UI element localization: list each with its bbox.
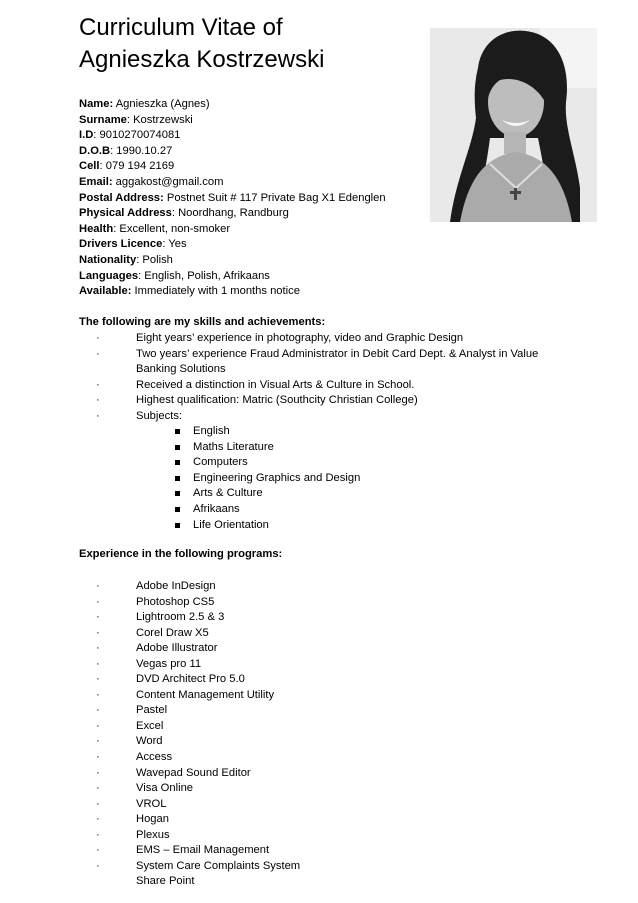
program-text: EMS – Email Management bbox=[136, 844, 270, 857]
program-text: Hogan bbox=[136, 813, 169, 826]
square-bullet-icon bbox=[175, 445, 180, 450]
detail-label: D.O.B bbox=[79, 144, 111, 157]
bullet-dot-icon: · bbox=[96, 611, 100, 624]
detail-label: Postal Address: bbox=[79, 191, 164, 204]
program-text: DVD Architect Pro 5.0 bbox=[136, 673, 245, 686]
list-item bbox=[175, 502, 360, 518]
bullet-dot-icon: · bbox=[96, 378, 100, 391]
skill-text: Received a distinction in Visual Arts & Culture in School. bbox=[136, 378, 415, 391]
bullet-dot-icon: · bbox=[96, 409, 100, 422]
detail-nationality bbox=[79, 253, 386, 269]
skills-heading: The following are my skills and achievements: bbox=[79, 316, 326, 328]
profile-photo bbox=[430, 28, 597, 222]
bullet-dot-icon: · bbox=[96, 657, 100, 670]
programs-list bbox=[79, 579, 300, 890]
detail-label: I.D bbox=[79, 129, 94, 142]
detail-value: : English, Polish, Afrikaans bbox=[138, 269, 270, 282]
detail-label: Languages bbox=[79, 269, 139, 282]
detail-label: Name: bbox=[79, 98, 114, 110]
bullet-dot-icon: · bbox=[96, 394, 100, 407]
square-bullet-icon bbox=[175, 429, 180, 434]
list-item bbox=[79, 828, 300, 844]
detail-physical-address bbox=[79, 206, 386, 222]
skill-text: Two years’ experience Fraud Administrator in Debit Card Dept. & Analyst in Value Banking Solutions bbox=[136, 347, 539, 376]
program-text: Corel Draw X5 bbox=[136, 626, 209, 639]
detail-name bbox=[79, 97, 386, 113]
square-bullet-icon bbox=[175, 460, 180, 465]
list-item bbox=[79, 781, 300, 797]
detail-health bbox=[79, 222, 386, 238]
list-item bbox=[175, 486, 360, 502]
program-text: Access bbox=[136, 751, 173, 764]
detail-label: Health bbox=[79, 222, 114, 235]
subject-text: Life Orientation bbox=[193, 518, 269, 531]
skill-text: Eight years’ experience in photography, video and Graphic Design bbox=[136, 332, 464, 344]
program-text: Adobe InDesign bbox=[136, 580, 216, 592]
list-item bbox=[79, 734, 300, 750]
list-item bbox=[79, 347, 599, 378]
bullet-dot-icon: · bbox=[96, 580, 100, 592]
list-item bbox=[79, 393, 599, 409]
list-item-continuation bbox=[79, 874, 300, 890]
bullet-dot-icon: · bbox=[96, 782, 100, 795]
bullet-dot-icon: · bbox=[96, 347, 100, 360]
bullet-dot-icon: · bbox=[96, 859, 100, 872]
cv-title-line-2: Agnieszka Kostrzewski bbox=[79, 46, 325, 73]
list-item bbox=[79, 766, 300, 782]
bullet-dot-icon: · bbox=[96, 688, 100, 701]
detail-value: : 1990.10.27 bbox=[110, 144, 173, 157]
bullet-dot-icon: · bbox=[96, 332, 100, 344]
programs-heading: Experience in the following programs: bbox=[79, 548, 283, 560]
bullet-dot-icon: · bbox=[96, 813, 100, 826]
detail-value: Postnet Suit # 117 Private Bag X1 Edenglen bbox=[163, 191, 386, 204]
program-text: Photoshop CS5 bbox=[136, 595, 215, 608]
detail-label: Drivers Licence bbox=[79, 238, 163, 251]
list-item bbox=[79, 626, 300, 642]
list-item bbox=[79, 331, 599, 347]
skills-list bbox=[79, 331, 599, 425]
square-bullet-icon bbox=[175, 476, 180, 481]
personal-details bbox=[79, 97, 386, 300]
program-text: Vegas pro 11 bbox=[136, 657, 202, 670]
detail-label: Nationality bbox=[79, 253, 137, 266]
program-text: Lightroom 2.5 & 3 bbox=[136, 611, 225, 624]
detail-value: aggakost@gmail.com bbox=[112, 175, 224, 188]
detail-email bbox=[79, 175, 386, 191]
detail-value: : Kostrzewski bbox=[126, 113, 193, 126]
subject-text: English bbox=[193, 425, 230, 437]
program-text: System Care Complaints System bbox=[136, 859, 301, 872]
cv-title-line-1: Curriculum Vitae of bbox=[79, 14, 283, 41]
skill-text: Highest qualification: Matric (Southcity Christian College) bbox=[136, 394, 418, 407]
bullet-dot-icon: · bbox=[96, 642, 100, 655]
bullet-dot-icon: · bbox=[96, 751, 100, 764]
detail-label: Cell bbox=[79, 160, 100, 173]
detail-value: : 9010270074081 bbox=[93, 129, 181, 142]
detail-value: : Noordhang, Randburg bbox=[171, 207, 289, 220]
list-item bbox=[79, 641, 300, 657]
list-item bbox=[79, 797, 300, 813]
list-item bbox=[79, 657, 300, 673]
list-item bbox=[79, 579, 300, 595]
program-text: VROL bbox=[136, 797, 167, 810]
subjects-list bbox=[175, 424, 360, 533]
bullet-dot-icon: · bbox=[96, 797, 100, 810]
program-text: Pastel bbox=[136, 704, 168, 717]
detail-value: : 079 194 2169 bbox=[99, 160, 175, 173]
detail-label: Available: bbox=[79, 285, 132, 298]
list-item bbox=[79, 812, 300, 828]
list-item bbox=[79, 409, 599, 425]
program-text: Plexus bbox=[136, 828, 170, 841]
list-item bbox=[79, 859, 300, 875]
subject-text: Afrikaans bbox=[193, 502, 240, 515]
list-item bbox=[175, 440, 360, 456]
bullet-dot-icon: · bbox=[96, 595, 100, 608]
list-item bbox=[79, 843, 300, 859]
list-item bbox=[79, 610, 300, 626]
detail-postal-address bbox=[79, 191, 386, 207]
list-item bbox=[79, 378, 599, 394]
list-item bbox=[175, 424, 360, 440]
detail-value: : Polish bbox=[136, 253, 173, 266]
detail-value: : Excellent, non-smoker bbox=[113, 222, 231, 235]
list-item bbox=[175, 518, 360, 534]
list-item bbox=[79, 719, 300, 735]
subject-text: Maths Literature bbox=[193, 440, 274, 453]
bullet-dot-icon: · bbox=[96, 719, 100, 732]
program-text: Word bbox=[136, 735, 163, 748]
program-text: Share Point bbox=[136, 875, 195, 888]
detail-available bbox=[79, 284, 386, 300]
bullet-dot-icon: · bbox=[96, 766, 100, 779]
detail-value: Agnieszka (Agnes) bbox=[113, 98, 210, 110]
list-item bbox=[79, 672, 300, 688]
program-text: Visa Online bbox=[136, 782, 194, 795]
program-text: Content Management Utility bbox=[136, 688, 275, 701]
bullet-dot-icon: · bbox=[96, 828, 100, 841]
bullet-dot-icon: · bbox=[96, 626, 100, 639]
program-text: Excel bbox=[136, 719, 164, 732]
detail-surname bbox=[79, 113, 386, 129]
bullet-dot-icon: · bbox=[96, 844, 100, 857]
subject-text: Engineering Graphics and Design bbox=[193, 471, 361, 484]
detail-languages bbox=[79, 269, 386, 285]
bullet-dot-icon: · bbox=[96, 704, 100, 717]
detail-drivers-licence bbox=[79, 237, 386, 253]
detail-cell bbox=[79, 159, 386, 175]
detail-label: Surname bbox=[79, 113, 127, 126]
bullet-dot-icon: · bbox=[96, 673, 100, 686]
program-text: Wavepad Sound Editor bbox=[136, 766, 251, 779]
square-bullet-icon bbox=[175, 507, 180, 512]
bullet-dot-icon: · bbox=[96, 735, 100, 748]
detail-id bbox=[79, 128, 386, 144]
detail-label: Email: bbox=[79, 175, 113, 188]
cv-title bbox=[79, 12, 324, 76]
skill-text: Subjects: bbox=[136, 409, 183, 422]
detail-label: Physical Address bbox=[79, 207, 172, 220]
subject-text: Computers bbox=[193, 456, 248, 469]
program-text: Adobe Illustrator bbox=[136, 642, 218, 655]
list-item bbox=[79, 688, 300, 704]
list-item bbox=[79, 703, 300, 719]
subject-text: Arts & Culture bbox=[193, 487, 263, 500]
square-bullet-icon bbox=[175, 523, 180, 528]
list-item bbox=[175, 455, 360, 471]
detail-value: : Yes bbox=[162, 238, 187, 251]
list-item bbox=[79, 595, 300, 611]
detail-value: Immediately with 1 months notice bbox=[131, 285, 300, 298]
list-item bbox=[175, 471, 360, 487]
detail-dob bbox=[79, 144, 386, 160]
square-bullet-icon bbox=[175, 491, 180, 496]
list-item bbox=[79, 750, 300, 766]
